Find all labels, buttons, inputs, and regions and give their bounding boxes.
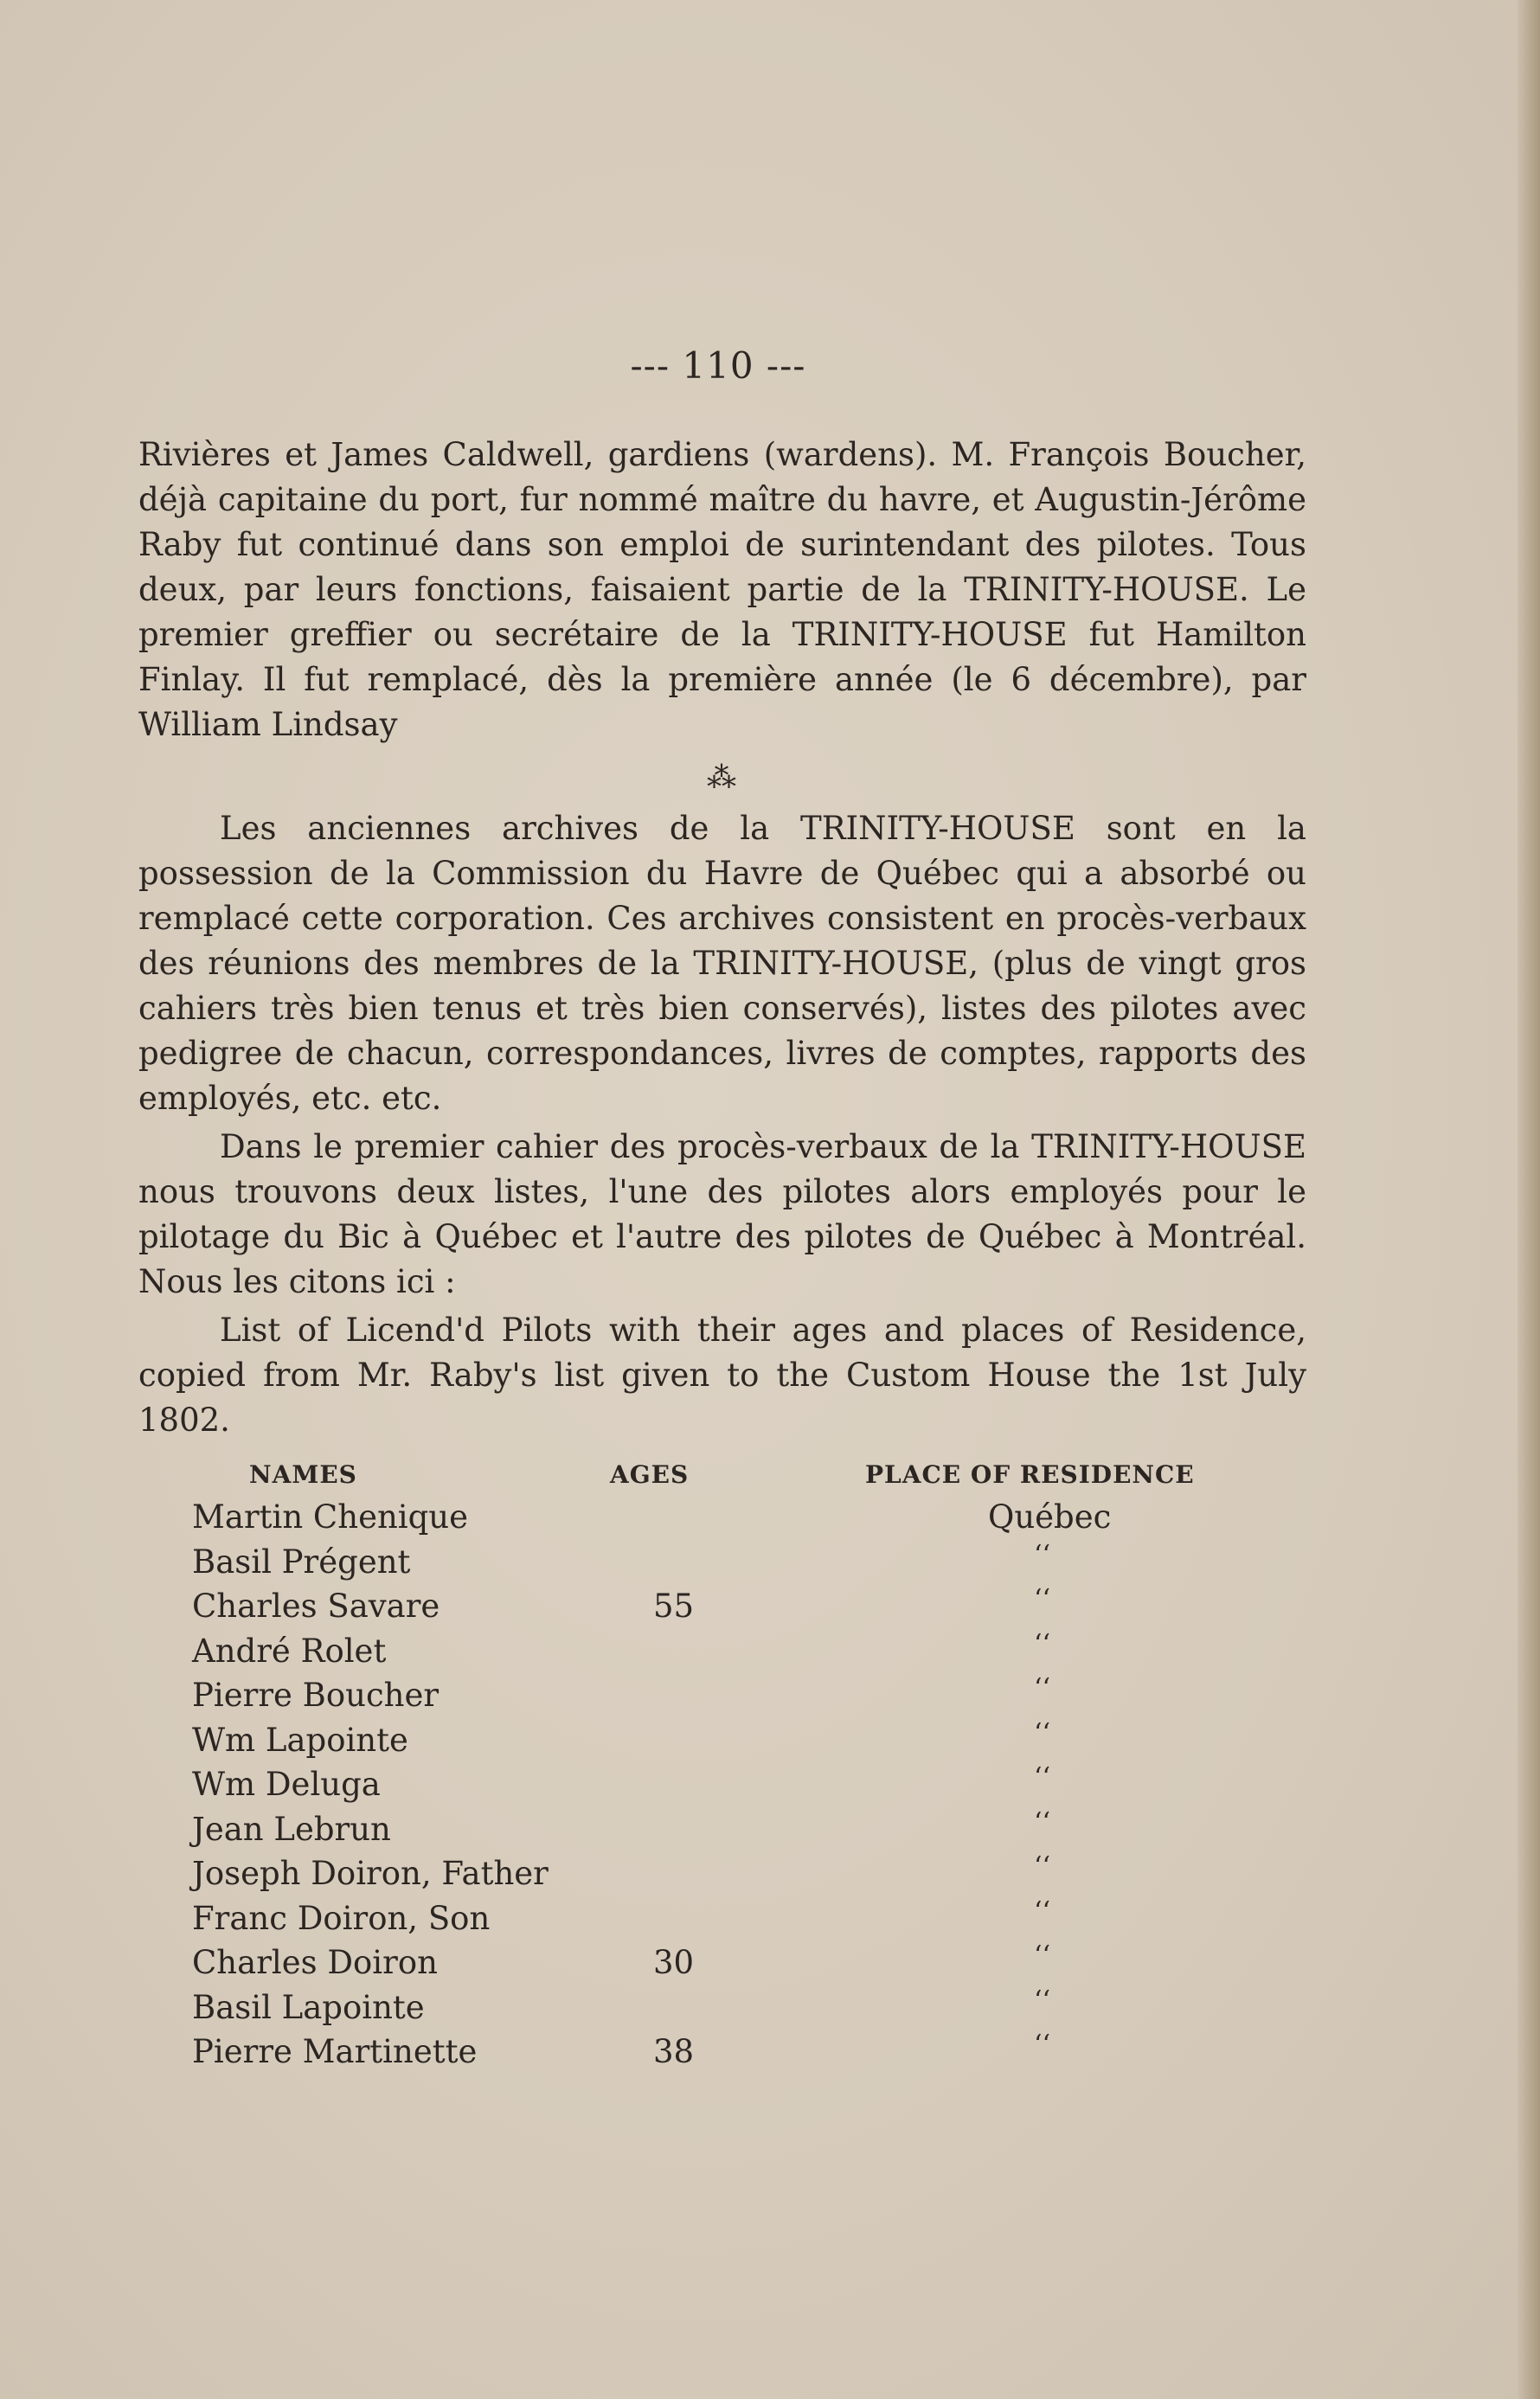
pilot-residence: ‘‘ <box>1034 1628 1051 1659</box>
pilot-residence: ‘‘ <box>1034 1539 1051 1570</box>
table-row <box>138 1495 1306 1540</box>
pilot-residence: ‘‘ <box>1034 1717 1051 1748</box>
pilot-name: Wm Deluga <box>192 1766 381 1803</box>
pilot-name: Martin Chenique <box>192 1498 469 1536</box>
table-row <box>138 1807 1306 1852</box>
pilot-residence: ‘‘ <box>1034 1584 1051 1614</box>
pilot-name: Basil Lapointe <box>192 1988 425 2026</box>
asterism-separator: ⁂ <box>707 760 738 795</box>
header-ages: AGES <box>610 1460 690 1489</box>
pilot-name: Franc Doiron, Son <box>192 1899 491 1937</box>
pilot-residence: ‘‘ <box>1034 1762 1051 1793</box>
pilots-table <box>138 1453 1306 2075</box>
table-row <box>138 1540 1306 1585</box>
pilot-residence: ‘‘ <box>1034 1851 1051 1882</box>
table-body <box>138 1495 1306 2075</box>
pilot-age: 30 <box>653 1944 695 1981</box>
table-row <box>138 2030 1306 2075</box>
pilot-name: Basil Prégent <box>192 1543 411 1581</box>
table-row <box>138 1851 1306 1896</box>
pilot-residence: ‘‘ <box>1034 1673 1051 1703</box>
pilot-residence: Québec <box>988 1498 1112 1536</box>
body-text <box>138 433 1306 1443</box>
header-place: PLACE OF RESIDENCE <box>865 1460 1195 1489</box>
pilot-name: Wm Lapointe <box>192 1721 408 1759</box>
pilot-name: Charles Doiron <box>192 1944 438 1981</box>
pilot-residence: ‘‘ <box>1034 2030 1051 2060</box>
pilot-name: Pierre Boucher <box>192 1677 440 1714</box>
table-row <box>138 1985 1306 2030</box>
page-edge <box>1518 0 1540 2399</box>
pilot-name: Joseph Doiron, Father <box>192 1855 549 1892</box>
pilot-residence: ‘‘ <box>1034 1940 1051 1971</box>
pilot-name: Pierre Martinette <box>192 2033 478 2070</box>
pilot-name: Charles Savare <box>192 1588 440 1625</box>
table-header <box>138 1453 1306 1495</box>
table-row <box>138 1718 1306 1763</box>
pilot-residence: ‘‘ <box>1034 1806 1051 1838</box>
table-row <box>138 1762 1306 1807</box>
paragraph-2: Les anciennes archives de la TRINITY-HOUSE sont en la possession de la Commission du Havre de Québec qui a absorbé ou remplacé cette corporation. Ces archives consistent en procès-verbaux des réunions des membres de la TRINITY-HOUSE, (plus de vingt gros cahiers très bien tenus et très bien conservés), listes des pilotes avec pedigree de chacun, correspondances, livres de comptes, rapports des employés, etc. etc. <box>138 810 1306 1117</box>
pilot-age: 55 <box>653 1588 695 1625</box>
pilot-residence: ‘‘ <box>1034 1985 1051 2016</box>
pilot-residence: ‘‘ <box>1034 1895 1051 1927</box>
table-row <box>138 1940 1306 1985</box>
pilot-age: 38 <box>653 2033 695 2070</box>
page-number: --- 110 --- <box>630 344 806 387</box>
table-row <box>138 1584 1306 1629</box>
table-row <box>138 1896 1306 1941</box>
pilot-name: Jean Lebrun <box>192 1810 391 1848</box>
table-row <box>138 1629 1306 1674</box>
paragraph-3: Dans le premier cahier des procès-verbaux de la TRINITY-HOUSE nous trouvons deux listes, l'une des pilotes alors employés pour le pilotage du Bic à Québec et l'autre des pilotes de Québec à Montréal. Nous les citons ici : <box>138 1128 1306 1300</box>
paragraph-4: List of Licend'd Pilots with their ages and places of Residence, copied from Mr. Raby's list given to the Custom House the 1st July 1802. <box>138 1312 1306 1439</box>
table-row <box>138 1673 1306 1718</box>
header-names: NAMES <box>249 1460 357 1489</box>
pilot-name: André Rolet <box>192 1632 387 1670</box>
paragraph-1: Rivières et James Caldwell, gardiens (wardens). M. François Boucher, déjà capitaine du port, fur nommé maître du havre, et Augustin-Jérôme Raby fut continué dans son emploi de surintendant des pilotes. Tous deux, par leurs fonctions, faisaient partie de la TRINITY-HOUSE. Le premier greffier ou secrétaire de la TRINITY-HOUSE fut Hamilton Finlay. Il fut remplacé, dès la première année (le 6 décembre), par William Lindsay <box>138 436 1306 743</box>
